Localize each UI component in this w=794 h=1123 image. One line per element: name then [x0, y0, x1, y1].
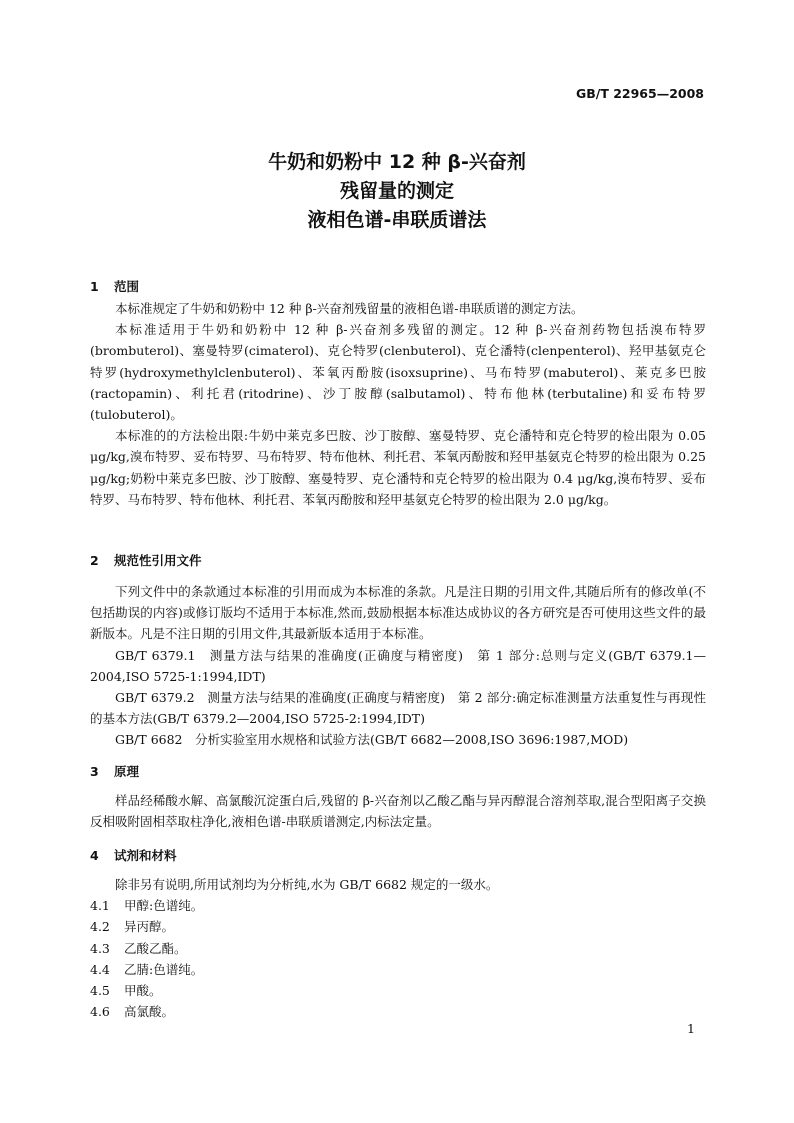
section-4-body: [90, 874, 706, 1022]
list-item: 4.1 甲醇:色谱纯。: [90, 898, 204, 914]
title-line-3: 液相色谱-串联质谱法: [307, 209, 487, 231]
reference-item: GB/T 6379.1 测量方法与结果的准确度(正确度与精密度) 第 1 部分:总则与定义(GB/T 6379.1—2004,ISO 5725-1:1994,IDT): [90, 647, 706, 684]
document-title: [0, 148, 794, 235]
paragraph: 除非另有说明,所用试剂均为分析纯,水为 GB/T 6682 规定的一级水。: [115, 877, 499, 892]
list-item: 4.6 高氯酸。: [90, 1004, 175, 1020]
list-item: 4.4 乙腈:色谱纯。: [90, 961, 204, 977]
paragraph: 下列文件中的条款通过本标准的引用而成为本标准的条款。凡是注日期的引用文件,其随后所有的修改单(不包括勘误的内容)或修订版均不适用于本标准,然而,鼓励根据本标准达成协议的各方研究是否可使用这些文件的最新版本。凡是不注日期的引用文件,其最新版本适用于本标准。: [90, 584, 706, 642]
section-1-body: [90, 298, 706, 510]
section-4-heading: 4 试剂和材料: [90, 848, 177, 863]
paragraph: 样品经稀酸水解、高氯酸沉淀蛋白后,残留的 β-兴奋剂以乙酸乙酯与异丙醇混合溶剂萃取,混合型阳离子交换反相吸附固相萃取柱净化,液相色谱-串联质谱测定,内标法定量。: [90, 793, 706, 830]
list-item: 4.5 甲酸。: [90, 983, 162, 999]
paragraph: 本标准的的方法检出限:牛奶中莱克多巴胺、沙丁胺醇、塞曼特罗、克仑潘特和克仑特罗的检出限为 0.05 μg/kg,溴布特罗、妥布特罗、马布特罗、特布他林、利托君、苯氧丙酚胺和羟甲基氨克仑特罗的检出限为 0.25 μg/kg;奶粉中莱克多巴胺、沙丁胺醇、塞曼特罗、克仑潘特和克仑特罗的检出限为 0.4 μg/kg,溴布特罗、妥布特罗、马布特罗、特布他林、利托君、苯氧丙酚胺和羟甲基氨克仑特罗的检出限为 2.0 μg/kg。: [90, 428, 706, 507]
paragraph: 本标准规定了牛奶和奶粉中 12 种 β-兴奋剂残留量的液相色谱-串联质谱的测定方法。: [115, 301, 584, 316]
section-2-body: [90, 581, 706, 751]
reference-item: GB/T 6379.2 测量方法与结果的准确度(正确度与精密度) 第 2 部分:确定标准测量方法重复性与再现性的基本方法(GB/T 6379.2—2004,ISO 5725-2:1994,IDT): [90, 690, 706, 727]
page-number: 1: [687, 1021, 695, 1036]
title-line-2: 残留量的测定: [339, 180, 454, 202]
reference-item: GB/T 6682 分析实验室用水规格和试验方法(GB/T 6682—2008,ISO 3696:1987,MOD): [115, 732, 629, 748]
section-2-heading: 2 规范性引用文件: [90, 553, 202, 568]
section-1-heading: 1 范围: [90, 279, 140, 294]
section-3-body: [90, 790, 706, 832]
list-item: 4.3 乙酸乙酯。: [90, 940, 187, 956]
paragraph: 本标准适用于牛奶和奶粉中 12 种 β-兴奋剂多残留的测定。12 种 β-兴奋剂药物包括溴布特罗(brombuterol)、塞曼特罗(cimaterol)、克仑特罗(clenbuterol)、克仑潘特(clenpenterol)、羟甲基氨克仑特罗(hydroxymethylclenbuterol)、苯氧丙酚胺(isoxsuprine)、马布特罗(mabuterol)、莱克多巴胺(ractopamin)、利托君(ritodrine)、沙丁胺醇(salbutamol)、特布他林(terbutaline)和妥布特罗(tulobuterol)。: [90, 322, 706, 423]
list-item: 4.2 异丙醇。: [90, 919, 175, 935]
section-3-heading: 3 原理: [90, 764, 140, 779]
title-line-1: 牛奶和奶粉中 12 种 β-兴奋剂: [268, 151, 526, 173]
standard-number: GB/T 22965—2008: [575, 86, 704, 101]
